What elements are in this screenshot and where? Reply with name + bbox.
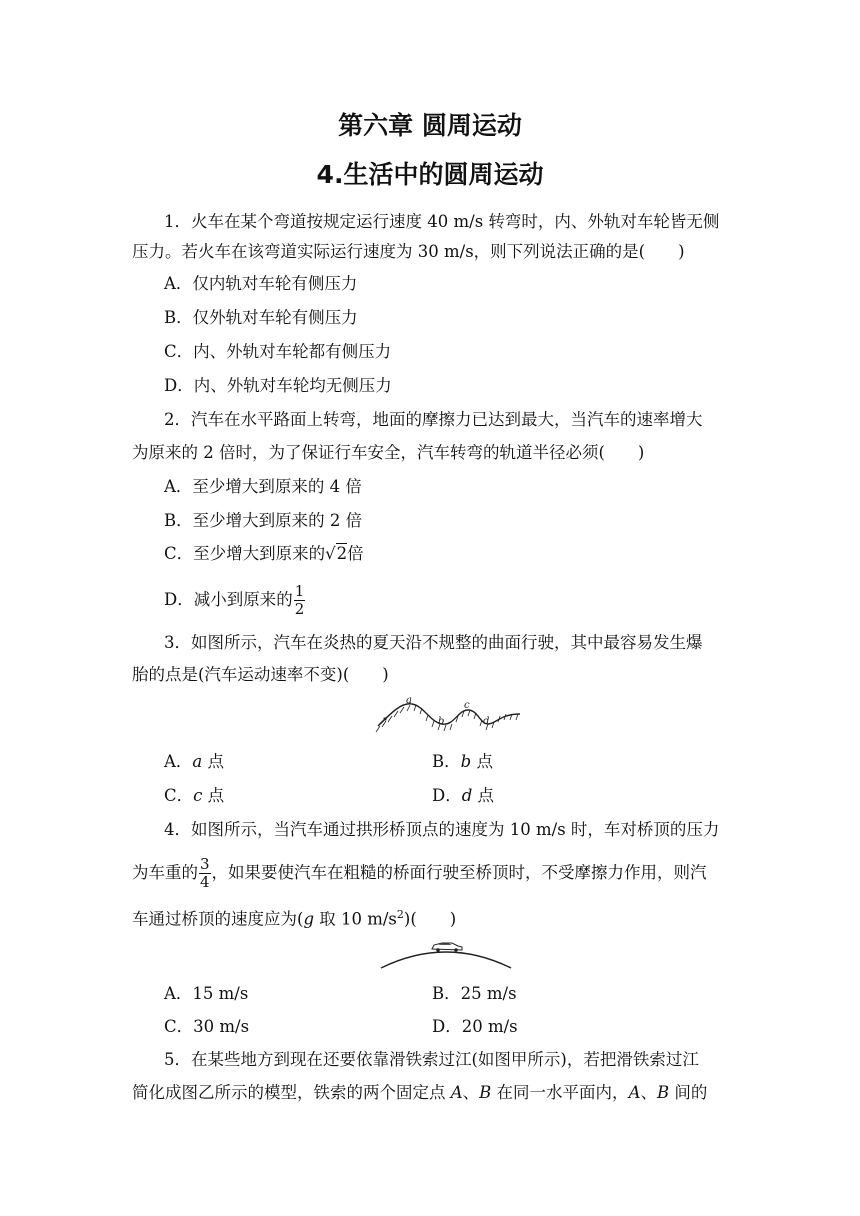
q5-point-b: B — [479, 1083, 492, 1102]
fraction-denominator: 2 — [294, 600, 305, 618]
q2-option-c-prefix: C．至少增大到原来的 — [164, 544, 326, 563]
section-title: 4.生活中的圆周运动 — [316, 160, 544, 189]
q4-option-b: B．25 m/s — [432, 984, 517, 1003]
q4-stem-line3-mid: 取 10 m/s — [314, 909, 397, 929]
q4-stem-line1: 4．如图所示，当汽车通过拱形桥顶点的速度为 10 m/s 时，车对桥顶的压力 — [164, 820, 720, 839]
q3-option-a-suffix: 点 — [202, 752, 225, 771]
q4-stem-line3-prefix: 车通过桥顶的速度应为( — [132, 909, 304, 929]
q3-option-d-prefix: D． — [432, 786, 462, 805]
q4-option-c: C．30 m/s — [164, 1017, 250, 1036]
q5-stem-line2-b: 、 — [462, 1083, 480, 1102]
sqrt-expression: √2 — [325, 544, 348, 563]
chapter-title: 第六章 圆周运动 — [338, 111, 522, 140]
q5-stem-line2 — [132, 1082, 732, 1104]
fraction-denominator: 4 — [200, 873, 210, 891]
q5-point-a: A — [450, 1083, 463, 1102]
q3-option-c-var: c — [193, 786, 203, 805]
q2-option-d-prefix: D．减小到原来的 — [164, 590, 293, 609]
q5-stem-line2-a: 简化成图乙所示的模型，铁索的两个固定点 — [132, 1083, 451, 1102]
q4-stem-line3 — [132, 904, 732, 931]
q3-option-d — [432, 785, 494, 807]
wavy-road-figure — [370, 694, 530, 736]
q4-stem-line3-suffix: )( ) — [403, 909, 457, 929]
q1-option-c: C．内、外轨对车轮都有侧压力 — [164, 342, 392, 361]
figure-label-d: d — [483, 716, 490, 727]
figure-label-b: b — [438, 716, 445, 727]
arch-bridge-figure — [376, 934, 516, 974]
q5-stem-line1: 5．在某些地方到现在还要依靠滑铁索过江(如图甲所示)，若把滑铁索过江 — [164, 1050, 699, 1069]
q1-option-a: A．仅内轨对车轮有侧压力 — [164, 274, 358, 293]
q3-option-c-prefix: C． — [164, 786, 194, 805]
sqrt-radicand: 2 — [336, 544, 348, 563]
fraction — [294, 583, 306, 618]
q2-option-a: A．至少增大到原来的 4 倍 — [164, 477, 362, 496]
q3-option-c-suffix: 点 — [202, 786, 225, 805]
q3-option-a-var: a — [192, 752, 203, 771]
q3-option-b — [432, 751, 493, 773]
q4-gravity-var: g — [303, 909, 314, 929]
q3-stem-line2: 胎的点是(汽车运动速率不变)( ) — [132, 665, 389, 684]
q3-option-d-suffix: 点 — [472, 786, 495, 805]
figure-label-c: c — [464, 700, 470, 711]
q1-option-d: D．内、外轨对车轮均无侧压力 — [164, 376, 392, 395]
q5-stem-line2-c: 在同一水平面内， — [491, 1083, 629, 1102]
q5-point-a-2: A — [628, 1083, 641, 1102]
q3-option-b-var: b — [460, 752, 472, 771]
q2-option-b: B．至少增大到原来的 2 倍 — [164, 511, 363, 530]
q4-stem-line2-prefix: 为车重的 — [132, 863, 198, 882]
q2-option-d — [164, 583, 764, 618]
q4-exponent: 2 — [396, 908, 404, 921]
q4-stem-line2 — [132, 856, 732, 891]
q1-option-b: B．仅外轨对车轮有侧压力 — [164, 308, 358, 327]
q5-stem-line2-d: 、 — [640, 1083, 657, 1102]
q2-stem-line1: 2．汽车在水平路面上转弯，地面的摩擦力已达到最大，当汽车的速率增大 — [164, 410, 703, 429]
q4-option-a: A．15 m/s — [164, 984, 249, 1003]
fraction-numerator: 1 — [294, 582, 305, 600]
q5-stem-line2-e: 间的 — [669, 1083, 708, 1102]
q3-option-b-suffix: 点 — [471, 752, 493, 771]
figure-label-a: a — [406, 695, 412, 706]
q2-option-c-suffix: 倍 — [347, 544, 364, 563]
q4-stem-line2-suffix: ，如果要使汽车在粗糙的桥面行驶至桥顶时，不受摩擦力作用，则汽 — [211, 863, 707, 882]
q4-option-d: D．20 m/s — [432, 1017, 518, 1036]
q1-stem-line2: 压力。若火车在该弯道实际运行速度为 30 m/s，则下列说法正确的是( ) — [132, 242, 685, 261]
car-icon — [432, 943, 462, 952]
q1-stem-line1: 1．火车在某个弯道按规定运行速度 40 m/s 转弯时，内、外轨对车轮皆无侧 — [164, 212, 720, 231]
fraction-numerator: 3 — [200, 855, 210, 873]
q2-stem-line2: 为原来的 2 倍时，为了保证行车安全，汽车转弯的轨道半径必须( ) — [132, 443, 645, 462]
q5-point-b-2: B — [656, 1083, 670, 1102]
q3-stem-line1: 3．如图所示，汽车在炎热的夏天沿不规整的曲面行驶，其中最容易发生爆 — [164, 633, 703, 652]
q3-option-d-var: d — [461, 786, 473, 805]
q3-option-b-prefix: B． — [432, 752, 461, 771]
q3-option-a-prefix: A． — [164, 752, 193, 771]
q2-option-c — [164, 543, 764, 565]
fraction — [199, 856, 211, 891]
